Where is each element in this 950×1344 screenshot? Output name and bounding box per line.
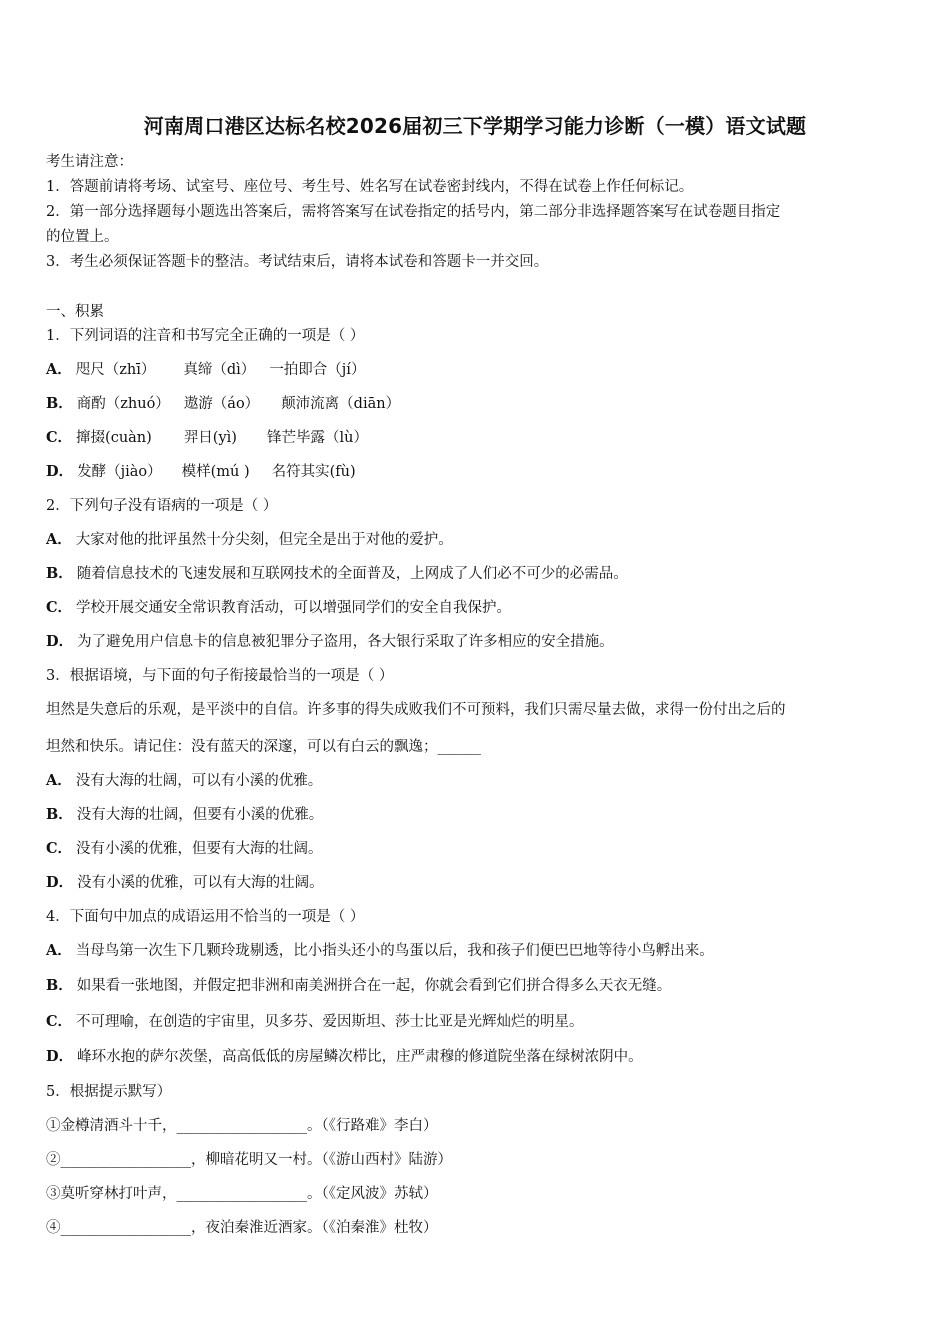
- option-text: 随着信息技术的飞速发展和互联网技术的全面普及，上网成了人们必不可少的必需品。: [76, 566, 628, 582]
- q3-passage-line-1: 坦然是失意后的乐观，是平淡中的自信。许多事的得失成败我们不可预料，我们只需尽量去做，求得一份付出之后的: [46, 702, 786, 718]
- option-part: 遨游（áo）: [183, 396, 260, 412]
- option-letter: B．: [46, 565, 73, 582]
- q1-option-b: [46, 394, 400, 414]
- q1-option-d: [46, 462, 356, 482]
- q4-option-d: [46, 1047, 643, 1067]
- option-letter: D．: [46, 1048, 74, 1065]
- q3-option-a: [46, 771, 322, 791]
- q3-passage-line-2: 坦然和快乐。请记住：没有蓝天的深邃，可以有白云的飘逸；______: [46, 739, 481, 755]
- option-part: 羿日(yì): [183, 430, 237, 446]
- option-text: 不可理喻，在创造的宇宙里，贝多芬、爱因斯坦、莎士比亚是光辉灿烂的明星。: [76, 1014, 584, 1030]
- exam-title: 河南周口港区达标名校2026届初三下学期学习能力诊断（一模）语文试题: [143, 114, 807, 138]
- option-letter: A．: [46, 772, 72, 789]
- option-text: 当母鸟第一次生下几颗玲珑剔透，比小指头还小的鸟蛋以后，我和孩子们便巴巴地等待小鸟孵出来。: [75, 943, 714, 959]
- option-part: 真缔（dì）: [183, 362, 256, 378]
- option-letter: C．: [46, 840, 73, 857]
- question-5-stem: 5．根据提示默写）: [46, 1084, 172, 1100]
- option-part: 商酌（zhuó）: [76, 396, 170, 412]
- option-text: 没有小溪的优雅，但要有大海的壮阔。: [76, 841, 323, 857]
- q3-option-d: [46, 873, 324, 893]
- option-letter: B．: [46, 806, 73, 823]
- option-text: 大家对他的批评虽然十分尖刻，但完全是出于对他的爱护。: [75, 532, 453, 548]
- option-letter: A．: [46, 942, 72, 959]
- option-text: 如果看一张地图，并假定把非洲和南美洲拼合在一起，你就会看到它们拼合得多么天衣无缝。: [76, 978, 672, 994]
- q2-option-c: [46, 598, 511, 618]
- option-text: 没有大海的壮阔，但要有小溪的优雅。: [76, 807, 324, 823]
- question-3-stem: 3．根据语境，与下面的句子衔接最恰当的一项是（ ）: [46, 668, 394, 684]
- notice-heading: 考生请注意：: [46, 154, 133, 170]
- option-part: 撺掇(cuàn): [76, 430, 152, 446]
- option-part: 模样(mú ): [181, 464, 250, 480]
- q4-option-c: [46, 1012, 584, 1032]
- q5-item-4: ④__________________，夜泊秦淮近酒家。（《泊秦淮》杜牧）: [46, 1220, 438, 1236]
- option-part: 名符其实(fù): [271, 464, 356, 480]
- option-letter: C．: [46, 1013, 73, 1030]
- question-4-stem: 4．下面句中加点的成语运用不恰当的一项是（ ）: [46, 909, 365, 925]
- option-part: 发酵（jiào）: [77, 464, 162, 480]
- option-part: 咫尺（zhī）: [75, 362, 156, 378]
- q4-option-b: [46, 976, 671, 996]
- option-letter: D．: [46, 633, 74, 650]
- q1-option-c: [46, 428, 368, 448]
- q3-option-b: [46, 805, 323, 825]
- option-text: 没有小溪的优雅，可以有大海的壮阔。: [77, 875, 324, 891]
- option-part: 一拍即合（jí）: [269, 362, 366, 378]
- option-letter: D．: [46, 874, 74, 891]
- q2-option-d: [46, 632, 614, 652]
- notice-item-3: 3．考生必须保证答题卡的整洁。考试结束后，请将本试卷和答题卡一并交回。: [46, 254, 549, 270]
- notice-item-2: 2．第一部分选择题每小题选出答案后，需将答案写在试卷指定的括号内，第二部分非选择题答案写在试卷题目指定: [46, 204, 781, 220]
- option-text: 没有大海的壮阔，可以有小溪的优雅。: [75, 773, 323, 789]
- q5-item-1: ①金樽清酒斗十千，__________________。（《行路难》李白）: [46, 1118, 438, 1134]
- q2-option-b: [46, 564, 628, 584]
- option-letter: B．: [46, 977, 73, 994]
- option-letter: C．: [46, 599, 73, 616]
- option-letter: C．: [46, 429, 73, 446]
- option-letter: D．: [46, 463, 74, 480]
- option-part: 颠沛流离（diān）: [281, 396, 401, 412]
- option-letter: B．: [46, 395, 73, 412]
- q1-option-a: [46, 360, 365, 380]
- q3-option-c: [46, 839, 323, 859]
- option-letter: A．: [46, 361, 72, 378]
- question-2-stem: 2．下列句子没有语病的一项是（ ）: [46, 498, 278, 514]
- notice-item-1: 1．答题前请将考场、试室号、座位号、考生号、姓名写在试卷密封线内，不得在试卷上作任何标记。: [46, 179, 694, 195]
- notice-item-2-cont: 的位置上。: [46, 229, 119, 245]
- q2-option-a: [46, 530, 453, 550]
- option-text: 为了避免用户信息卡的信息被犯罪分子盗用，各大银行采取了许多相应的安全措施。: [77, 634, 614, 650]
- option-text: 峰环水抱的萨尔茨堡，高高低低的房屋鳞次栉比，庄严肃穆的修道院坐落在绿树浓阴中。: [77, 1049, 643, 1065]
- q4-option-a: [46, 941, 714, 961]
- option-letter: A．: [46, 531, 72, 548]
- question-1-stem: 1．下列词语的注音和书写完全正确的一项是（ ）: [46, 328, 365, 344]
- q5-item-2: ②__________________，柳暗花明又一村。（《游山西村》陆游）: [46, 1152, 452, 1168]
- q5-item-3: ③莫听穿林打叶声，__________________。（《定风波》苏轼）: [46, 1186, 438, 1202]
- option-text: 学校开展交通安全常识教育活动，可以增强同学们的安全自我保护。: [76, 600, 512, 616]
- section-heading: 一、积累: [46, 304, 104, 320]
- option-part: 锋芒毕露（lù）: [266, 430, 368, 446]
